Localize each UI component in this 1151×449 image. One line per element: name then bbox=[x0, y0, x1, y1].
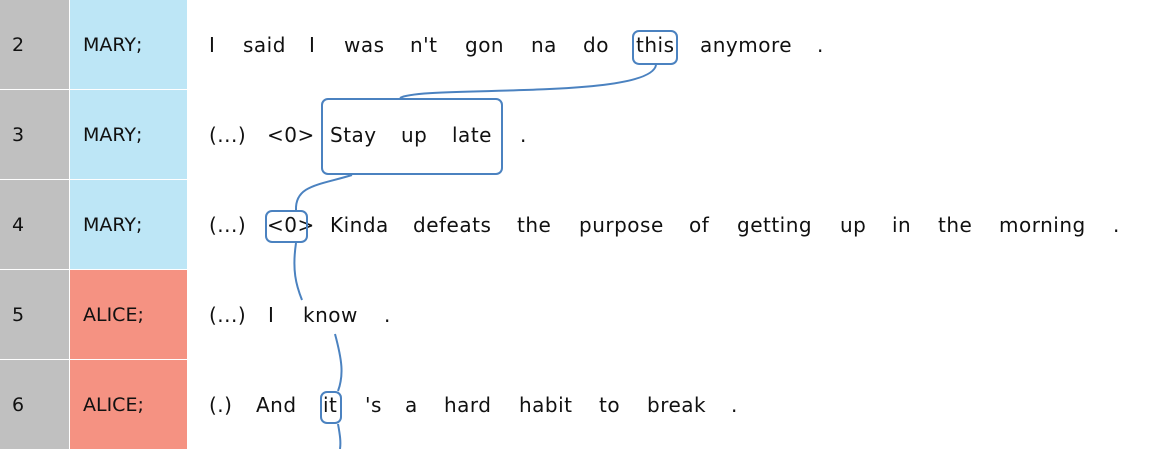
token[interactable]: 's bbox=[365, 393, 382, 417]
token[interactable]: I bbox=[268, 303, 275, 327]
coref-link bbox=[296, 175, 352, 210]
token-highlighted[interactable]: it bbox=[323, 393, 338, 417]
token[interactable]: . bbox=[384, 303, 391, 327]
token-highlighted[interactable]: <0> bbox=[267, 213, 315, 237]
speaker-label: MARY; bbox=[70, 90, 187, 179]
token[interactable]: . bbox=[520, 123, 527, 147]
speaker-label: MARY; bbox=[70, 0, 187, 89]
token[interactable]: . bbox=[817, 33, 824, 57]
token[interactable]: was bbox=[344, 33, 385, 57]
token-highlighted[interactable]: Stay bbox=[330, 123, 377, 147]
coref-link bbox=[400, 65, 656, 98]
token[interactable]: (...) bbox=[209, 213, 247, 237]
token[interactable]: hard bbox=[444, 393, 492, 417]
token[interactable]: . bbox=[1113, 213, 1120, 237]
token[interactable]: I bbox=[309, 33, 316, 57]
token[interactable]: in bbox=[892, 213, 912, 237]
token[interactable]: getting bbox=[737, 213, 813, 237]
token[interactable]: up bbox=[840, 213, 867, 237]
token[interactable]: the bbox=[938, 213, 973, 237]
speaker-label: ALICE; bbox=[70, 360, 187, 449]
token-highlighted[interactable]: this bbox=[636, 33, 675, 57]
coref-link bbox=[335, 334, 342, 391]
token[interactable]: anymore bbox=[700, 33, 793, 57]
line-number: 6 bbox=[0, 360, 69, 449]
token[interactable]: to bbox=[599, 393, 621, 417]
token[interactable]: defeats bbox=[413, 213, 492, 237]
token[interactable]: a bbox=[405, 393, 418, 417]
token[interactable]: Kinda bbox=[330, 213, 389, 237]
token[interactable]: do bbox=[583, 33, 609, 57]
line-number: 3 bbox=[0, 90, 69, 179]
line-number: 4 bbox=[0, 180, 69, 269]
token[interactable]: And bbox=[256, 393, 297, 417]
token[interactable]: the bbox=[517, 213, 552, 237]
token[interactable]: gon bbox=[465, 33, 505, 57]
token[interactable]: na bbox=[531, 33, 557, 57]
speaker-label: MARY; bbox=[70, 180, 187, 269]
token[interactable]: . bbox=[731, 393, 738, 417]
token[interactable]: morning bbox=[999, 213, 1086, 237]
token[interactable]: habit bbox=[519, 393, 573, 417]
token[interactable]: n't bbox=[410, 33, 438, 57]
token-highlighted[interactable]: up bbox=[401, 123, 428, 147]
token-highlighted[interactable]: late bbox=[452, 123, 492, 147]
token[interactable]: of bbox=[689, 213, 710, 237]
token[interactable]: <0> bbox=[267, 123, 315, 147]
token[interactable]: (...) bbox=[209, 123, 247, 147]
line-number: 5 bbox=[0, 270, 69, 359]
token[interactable]: break bbox=[647, 393, 707, 417]
token[interactable]: I bbox=[209, 33, 216, 57]
line-number: 2 bbox=[0, 0, 69, 89]
token[interactable]: (.) bbox=[209, 393, 233, 417]
coref-link bbox=[338, 424, 340, 449]
token[interactable]: purpose bbox=[579, 213, 664, 237]
token[interactable]: (...) bbox=[209, 303, 247, 327]
token[interactable]: know bbox=[303, 303, 358, 327]
coref-link bbox=[294, 243, 302, 300]
speaker-label: ALICE; bbox=[70, 270, 187, 359]
token[interactable]: said bbox=[243, 33, 286, 57]
